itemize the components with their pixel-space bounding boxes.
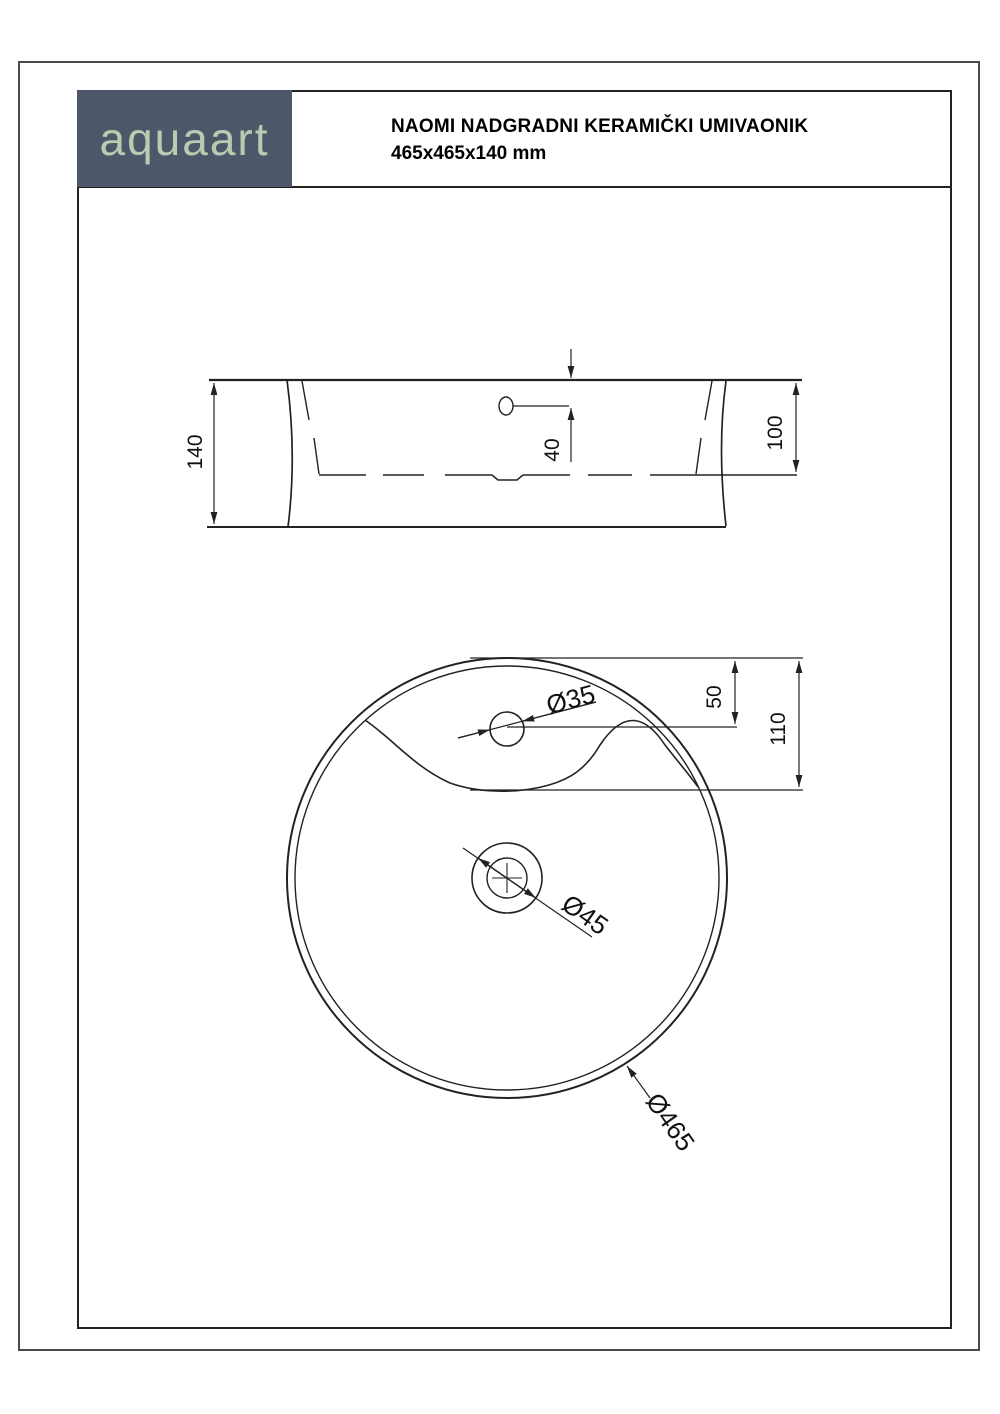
side-drain-notch: [492, 475, 523, 480]
side-faucet-hole: [499, 397, 513, 415]
side-view: [184, 349, 802, 527]
side-left-inner-wall: [302, 381, 319, 474]
dia465-leader-line: [627, 1066, 650, 1098]
dim-label-100: 100: [764, 415, 787, 451]
product-title: NAOMI NADGRADNI KERAMIČKI UMIVAONIK: [391, 116, 809, 137]
basin-interior-wave: [365, 720, 698, 791]
dim-label-110: 110: [767, 712, 790, 746]
dim-label-40: 40: [541, 438, 564, 462]
dia45-arrow-upper: [478, 858, 507, 878]
dia35-arrow-left: [458, 730, 490, 738]
brand-logo: aquaart: [99, 112, 270, 165]
dim-label-50: 50: [703, 685, 726, 709]
dim-label-dia35: Ø35: [543, 678, 599, 721]
side-right-inner-wall: [696, 381, 712, 474]
dim-label-dia465: Ø465: [639, 1087, 701, 1157]
dim-label-dia45: Ø45: [556, 888, 614, 942]
faucet-hole-circle: [490, 712, 524, 746]
dia45-arrow-lower: [507, 878, 536, 898]
side-right-wall: [722, 381, 727, 526]
side-left-wall: [287, 380, 292, 527]
top-view: [287, 658, 803, 1156]
product-dimensions: 465x465x140 mm: [391, 143, 547, 164]
dim-label-140: 140: [184, 434, 207, 470]
